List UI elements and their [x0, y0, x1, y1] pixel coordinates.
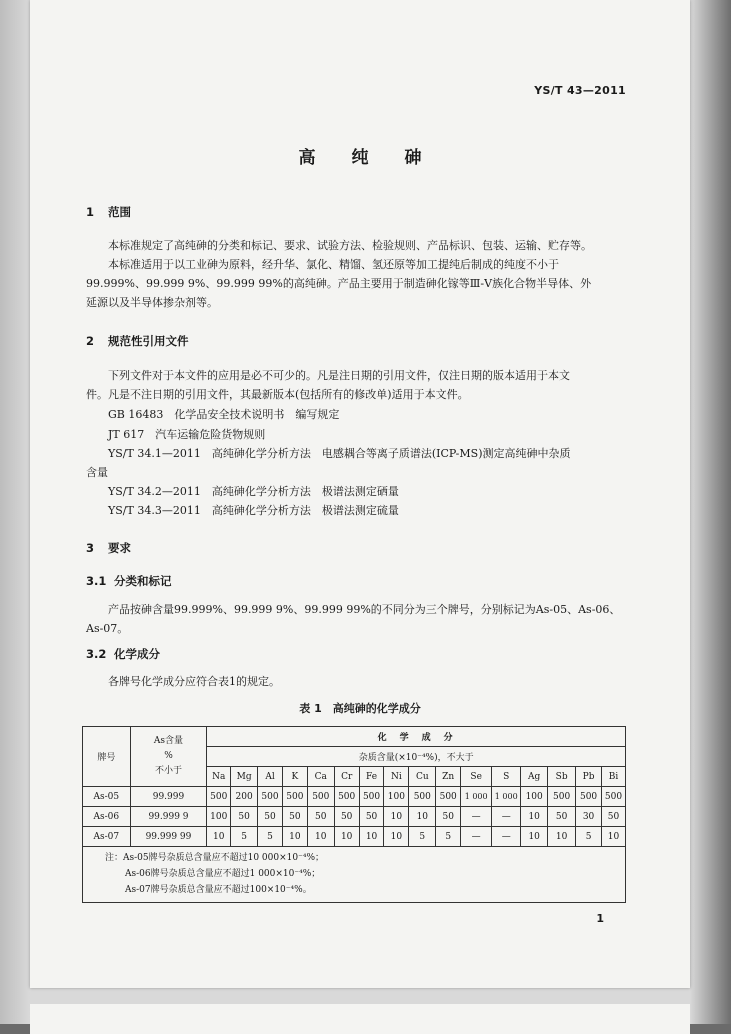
- header-as-line: As含量: [153, 736, 184, 746]
- value-cell: 10: [282, 827, 307, 847]
- value-cell: 50: [307, 807, 334, 827]
- grade-cell: As-05: [83, 787, 131, 807]
- element-header: Cu: [409, 767, 436, 787]
- reference-code: YS/T 34.1—2011: [108, 447, 201, 460]
- table-note: As-07牌号杂质总含量应不超过100×10⁻⁴%。: [125, 885, 312, 895]
- element-header: Ca: [307, 767, 334, 787]
- value-cell: 5: [409, 827, 436, 847]
- section-3-2-body: [108, 672, 280, 691]
- element-header: K: [282, 767, 307, 787]
- page-number: 1: [596, 912, 604, 925]
- element-header: Ag: [521, 767, 548, 787]
- section-number: 3.2: [86, 647, 107, 661]
- paragraph: 产品按砷含量99.999%、99.999 9%、99.999 99%的不同分为三个牌号，分别标记为As-05、As-06、: [108, 603, 621, 616]
- paragraph: 各牌号化学成分应符合表1的规定。: [108, 675, 280, 688]
- section-number: 2: [86, 334, 95, 348]
- value-cell: 100: [207, 807, 231, 827]
- value-cell: 5: [576, 827, 602, 847]
- reference-code: JT 617: [108, 428, 145, 441]
- value-cell: 5: [436, 827, 461, 847]
- value-cell: 10: [521, 827, 548, 847]
- section-title: 分类和标记: [114, 574, 172, 588]
- as-content-cell: 99.999: [130, 787, 207, 807]
- as-content-cell: 99.999 9: [130, 807, 207, 827]
- section-1-heading: [86, 204, 131, 220]
- value-cell: 5: [258, 827, 283, 847]
- table-note: As-06牌号杂质总含量应不超过1 000×10⁻⁴%；: [125, 869, 321, 879]
- grade-cell: As-06: [83, 807, 131, 827]
- value-cell: 100: [384, 787, 409, 807]
- value-cell: 10: [307, 827, 334, 847]
- element-header: S: [492, 767, 521, 787]
- element-header: Al: [258, 767, 283, 787]
- table-row: [83, 787, 626, 807]
- paragraph: 件。凡是不注日期的引用文件，其最新版本(包括所有的修改单)适用于本文件。: [86, 388, 469, 401]
- element-header: Cr: [334, 767, 359, 787]
- header-chemical-composition: 化 学 成 分: [207, 727, 626, 747]
- value-cell: 500: [307, 787, 334, 807]
- value-cell: 50: [548, 807, 576, 827]
- element-header: Fe: [359, 767, 384, 787]
- reference-code: YS/T 34.3—2011: [108, 504, 201, 517]
- value-cell: —: [492, 807, 521, 827]
- header-as-line: 不小于: [154, 766, 182, 776]
- header-grade: 牌号: [83, 727, 131, 787]
- value-cell: 500: [207, 787, 231, 807]
- value-cell: 500: [548, 787, 576, 807]
- value-cell: 10: [384, 827, 409, 847]
- value-cell: 500: [409, 787, 436, 807]
- element-header: Pb: [576, 767, 602, 787]
- reference-name: 高纯砷化学分析方法 电感耦合等离子质谱法(ICP-MS)测定高纯砷中杂质: [211, 447, 571, 460]
- value-cell: —: [461, 807, 492, 827]
- element-header: Mg: [231, 767, 258, 787]
- section-title: 范围: [108, 205, 131, 219]
- as-content-cell: 99.999 99: [130, 827, 207, 847]
- value-cell: 500: [602, 787, 626, 807]
- value-cell: 50: [282, 807, 307, 827]
- value-cell: 500: [576, 787, 602, 807]
- value-cell: 10: [207, 827, 231, 847]
- reference-name: 高纯砷化学分析方法 极谱法测定硒量: [211, 485, 399, 498]
- header-as-content: [130, 727, 207, 787]
- value-cell: 10: [384, 807, 409, 827]
- paragraph: 本标准适用于以工业砷为原料，经升华、氯化、精馏、氢还原等加工提纯后制成的纯度不小于: [108, 258, 559, 271]
- value-cell: 10: [602, 827, 626, 847]
- value-cell: 10: [521, 807, 548, 827]
- section-1-body: [86, 236, 658, 312]
- section-title: 化学成分: [114, 647, 160, 661]
- section-3-2-heading: [86, 646, 160, 662]
- value-cell: 500: [359, 787, 384, 807]
- paragraph: 99.999%、99.999 9%、99.999 99%的高纯砷。产品主要用于制造砷化镓等Ⅲ-Ⅴ族化合物半导体、外: [86, 277, 592, 290]
- value-cell: 50: [359, 807, 384, 827]
- value-cell: 50: [334, 807, 359, 827]
- next-page-edge: [30, 1004, 690, 1034]
- element-header: Ni: [384, 767, 409, 787]
- value-cell: 10: [359, 827, 384, 847]
- chemical-composition-table: [82, 726, 626, 903]
- section-2-heading: [86, 333, 189, 349]
- element-header: Sb: [548, 767, 576, 787]
- value-cell: 1 000: [492, 787, 521, 807]
- value-cell: 30: [576, 807, 602, 827]
- section-title: 规范性引用文件: [108, 334, 189, 348]
- value-cell: —: [461, 827, 492, 847]
- reference-item: [108, 502, 399, 518]
- document-page: [30, 0, 690, 988]
- table-caption: 表 1 高纯砷的化学成分: [299, 702, 421, 715]
- reference-name: 汽车运输危险货物规则: [155, 428, 266, 441]
- section-2-body: [86, 366, 658, 404]
- value-cell: 50: [436, 807, 461, 827]
- standard-code: YS/T 43—2011: [534, 84, 626, 97]
- element-header: Zn: [436, 767, 461, 787]
- table-notes: [83, 847, 626, 903]
- paragraph: 延源以及半导体掺杂剂等。: [86, 296, 218, 309]
- element-header: Bi: [602, 767, 626, 787]
- paragraph: As-07。: [86, 622, 129, 635]
- section-3-1-heading: [86, 573, 172, 589]
- section-3-1-body: [86, 600, 662, 638]
- value-cell: 50: [231, 807, 258, 827]
- value-cell: 200: [231, 787, 258, 807]
- value-cell: —: [492, 827, 521, 847]
- section-number: 1: [86, 205, 95, 219]
- value-cell: 5: [231, 827, 258, 847]
- reference-name: 化学品安全技术说明书 编写规定: [174, 408, 340, 421]
- element-header: Se: [461, 767, 492, 787]
- value-cell: 10: [409, 807, 436, 827]
- reference-item: [108, 445, 571, 461]
- value-cell: 50: [258, 807, 283, 827]
- value-cell: 500: [334, 787, 359, 807]
- section-number: 3.1: [86, 574, 107, 588]
- value-cell: 1 000: [461, 787, 492, 807]
- value-cell: 500: [282, 787, 307, 807]
- reference-name: 高纯砷化学分析方法 极谱法测定硫量: [211, 504, 399, 517]
- value-cell: 10: [334, 827, 359, 847]
- value-cell: 500: [436, 787, 461, 807]
- table-row: [83, 827, 626, 847]
- value-cell: 100: [521, 787, 548, 807]
- section-3-heading: [86, 540, 131, 556]
- reference-item: [108, 483, 399, 499]
- document-title: 高纯砷: [298, 148, 458, 168]
- paragraph: 本标准规定了高纯砷的分类和标记、要求、试验方法、检验规则、产品标识、包装、运输、贮存等。: [108, 239, 592, 252]
- value-cell: 50: [602, 807, 626, 827]
- reference-item: [108, 406, 339, 422]
- paragraph: 下列文件对于本文件的应用是必不可少的。凡是注日期的引用文件，仅注日期的版本适用于本文: [108, 369, 570, 382]
- table-note: 注：As-05牌号杂质总含量应不超过10 000×10⁻⁴%；: [105, 853, 325, 863]
- reference-continuation: 含量: [86, 466, 108, 479]
- section-number: 3: [86, 541, 95, 555]
- table-row: [83, 807, 626, 827]
- reference-item: [108, 426, 265, 442]
- section-title: 要求: [108, 541, 131, 555]
- value-cell: 10: [548, 827, 576, 847]
- element-header: Na: [207, 767, 231, 787]
- value-cell: 500: [258, 787, 283, 807]
- header-impurity-content: 杂质含量(×10⁻⁴%)，不大于: [207, 747, 626, 767]
- header-as-line: %: [164, 751, 173, 761]
- grade-cell: As-07: [83, 827, 131, 847]
- reference-code: GB 16483: [108, 408, 164, 421]
- reference-code: YS/T 34.2—2011: [108, 485, 201, 498]
